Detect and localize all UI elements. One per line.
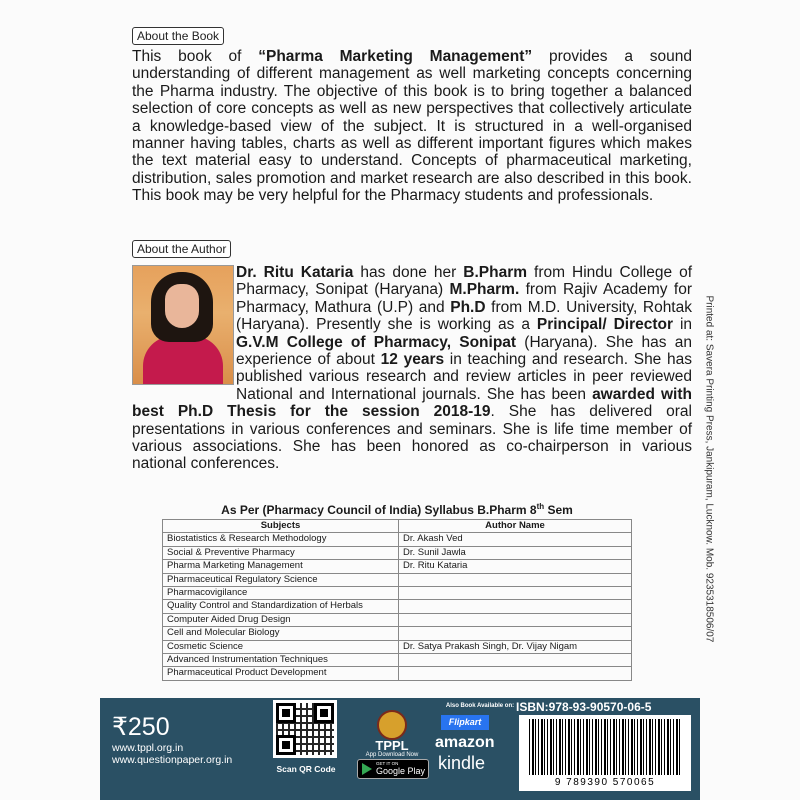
barcode-digits: 9 789390 570065 [554,777,656,788]
table-row [163,613,632,626]
table-row [163,600,632,613]
table-row [163,654,632,667]
gplay-small-text: GET IT ON [376,761,399,766]
subject-cell: Pharma Marketing Management [163,560,399,573]
syllabus-title [162,502,632,517]
author-text-part: (Haryana). She has an experience of about [236,333,692,369]
website-link-tppl[interactable]: www.tppl.org.in [112,742,184,754]
author-cell [399,600,632,613]
author-cell: Dr. Satya Prakash Singh, Dr. Vijay Nigam [399,640,632,653]
author-text-part: has done her [353,264,464,281]
footer-bar [100,698,700,800]
subject-cell: Quality Control and Standardization of Herbals [163,600,399,613]
author-photo [132,265,234,385]
author-text-part: from M.D. University, Rohtak (Haryana). Presently she is working as a [236,298,692,334]
column-header-subjects: Subjects [163,520,399,533]
subject-cell: Social & Preventive Pharmacy [163,546,399,559]
book-title: “Pharma Marketing Management” [258,48,533,65]
available-on-label: Also Book Available on: [445,703,515,709]
gplay-big-text: Google Play [376,766,426,776]
printer-note [694,295,715,660]
author-degree-bpharm: B.Pharm [463,264,528,281]
table-row [163,667,632,680]
about-book-text [132,48,692,205]
author-cell: Dr. Ritu Kataria [399,560,632,573]
author-college: G.V.M College of Pharmacy, Sonipat [236,333,517,351]
author-cell: Dr. Sunil Jawla [399,546,632,559]
tppl-logo-icon [377,710,407,740]
barcode [519,715,691,791]
author-name: Dr. Ritu Kataria [236,264,354,281]
subject-cell: Biostatistics & Research Methodology [163,533,399,546]
subject-cell: Cell and Molecular Biology [163,627,399,640]
subjects-table [162,519,632,681]
website-link-questionpaper[interactable]: www.questionpaper.org.in [112,754,233,766]
price: ₹250 [112,713,170,741]
table-row [163,587,632,600]
kindle-logo[interactable]: kindle [438,753,486,773]
scan-qr-label: Scan QR Code [276,764,336,774]
qr-code-icon[interactable] [273,700,337,758]
syllabus-title-sup: th [536,502,545,511]
isbn: ISBN:978-93-90570-06-5 [516,700,652,714]
author-cell [399,667,632,680]
author-award: awarded with best Ph.D Thesis for the session 2018-19 [132,385,692,421]
subject-cell: Pharmaceutical Regulatory Science [163,573,399,586]
website-links [112,742,232,766]
table-row [163,627,632,640]
table-row [163,640,632,653]
author-text-part: in [673,316,693,334]
google-play-badge[interactable] [357,759,429,779]
barcode-bars-icon [529,719,681,775]
about-book-body: provides a sound understanding of different management as well marketing concepts concerning the Pharma industry. The objective of this book is to bring together a balanced selection of core concepts as well as new perspectives that collectively articulate a knowledge-based view of the subject. It is structured in a well-organised manner having tables, charts as well as different important figures which makes the text material easy to understand. Concepts of pharmaceutical marketing, distribution, sales promotion and market research are also described in this book. This book may be very helpful for the Pharmacy students and professionals. [132,48,692,205]
table-row [163,560,632,573]
author-degree-mpharm: M.Pharm. [449,281,520,299]
author-cell [399,613,632,626]
subject-cell: Advanced Instrumentation Techniques [163,654,399,667]
table-header-row [163,520,632,533]
amazon-logo[interactable]: amazon [435,734,495,751]
syllabus-title-text: As Per (Pharmacy Council of India) Syllabus B.Pharm 8 [221,503,537,517]
tppl-brand: TPPL [375,738,409,753]
subject-cell: Computer Aided Drug Design [163,613,399,626]
author-position: Principal/ Director [536,316,674,334]
author-cell [399,573,632,586]
author-cell: Dr. Akash Ved [399,533,632,546]
author-cell [399,627,632,640]
author-text-part: in teaching and research. She has published various research and review articles in peer reviewed National and International journals. She has been [236,351,692,403]
about-book-heading: About the Book [132,27,224,45]
about-author-heading: About the Author [132,240,231,258]
subject-cell: Pharmacovigilance [163,587,399,600]
column-header-author: Author Name [399,520,632,533]
author-text-part: from Rajiv Academy for Pharmacy, Mathura (U.P) and [236,281,693,316]
subject-cell: Pharmaceutical Product Development [163,667,399,680]
table-row [163,533,632,546]
syllabus-title-end: Sem [544,503,573,517]
about-book-intro: This book of [132,48,259,65]
author-text-part: . She has delivered oral presentations in various conferences and seminars. She is life time member of various associations. She has been honored as co-chairperson in various national conferences. [132,403,692,473]
author-text-part: from Hindu College of Pharmacy, Sonipat (Haryana) [236,264,693,299]
author-cell [399,587,632,600]
table-row [163,573,632,586]
subject-cell: Cosmetic Science [163,640,399,653]
play-store-icon [362,763,372,775]
flipkart-logo[interactable]: Flipkart [441,715,489,730]
author-degree-phd: Ph.D [450,298,486,316]
table-row [163,546,632,559]
printer-note-text: Printed at: Savera Printing Press, Jankipuram, Lucknow. Mob. 9235318506/07 [703,295,715,643]
author-experience: 12 years [380,351,445,369]
author-cell [399,654,632,667]
app-download-label: App Download Now [365,752,419,758]
